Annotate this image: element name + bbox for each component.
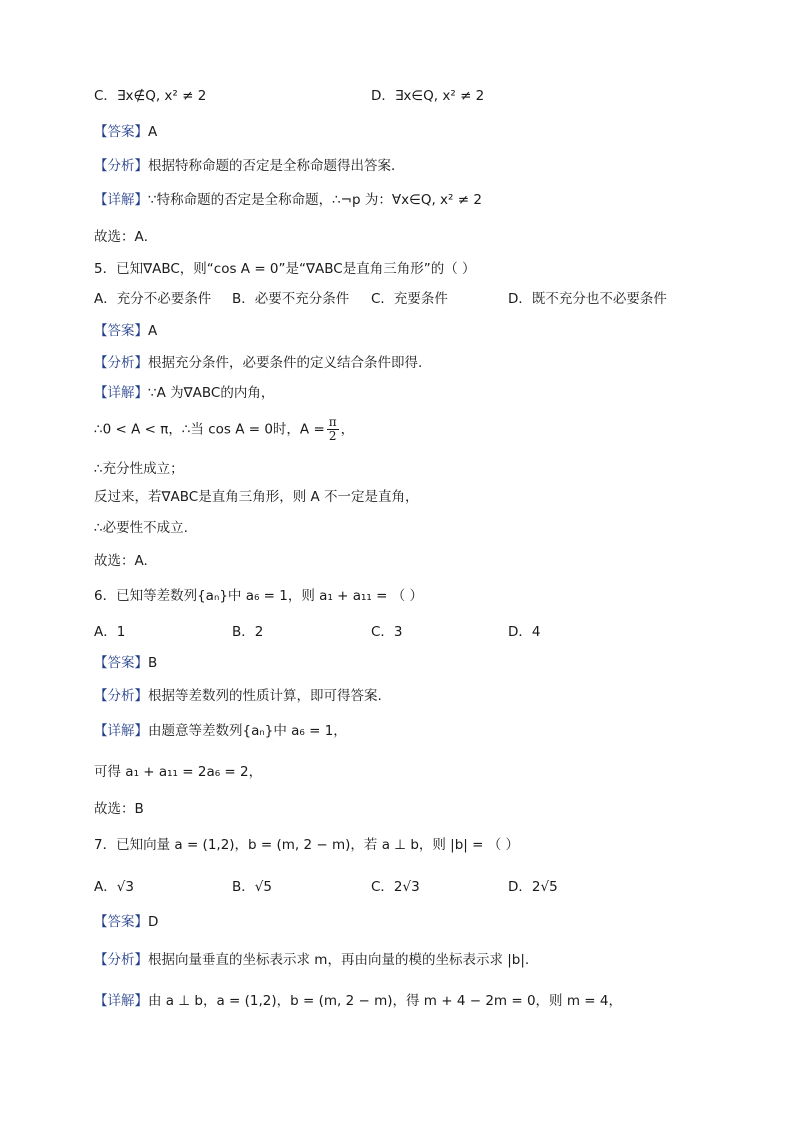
q5-detail-1: 【详解】∵A 为∇ABC的内角， [94,385,275,401]
q5-analysis: 【分析】根据充分条件，必要条件的定义结合条件即得. [94,355,423,371]
q5-conclusion: 故选：A. [94,553,148,569]
q6-option-d: D．4 [508,624,541,640]
q6-option-c: C．3 [371,624,403,640]
q4-option-c: C．∃x∉Q, x² ≠ 2 [94,88,207,104]
q5-option-d: D．既不充分也不必要条件 [508,291,667,307]
q4-answer: 【答案】A [94,124,158,140]
q6-conclusion: 故选：B [94,801,144,817]
q4-detail: 【详解】∵特称命题的否定是全称命题，∴¬p 为：∀x∈Q, x² ≠ 2 [94,192,482,208]
q6-stem: 6．已知等差数列{aₙ}中 a₆ = 1，则 a₁ + a₁₁ = （ ） [94,588,424,604]
q5-stem: 5．已知∇ABC，则“cos A = 0”是“∇ABC是直角三角形”的（ ） [94,261,476,277]
answer-tag: 【答案】 [94,914,148,930]
analysis-tag: 【分析】 [94,952,148,968]
analysis-tag: 【分析】 [94,688,148,704]
q7-option-b: B．√5 [232,879,272,895]
q7-detail-1: 【详解】由 a ⊥ b，a = (1,2)，b = (m, 2 − m)，得 m + 4 − 2m = 0，则 m = 4， [94,993,622,1009]
q6-detail-2: 可得 a₁ + a₁₁ = 2a₆ = 2， [94,764,263,780]
q4-option-d: D．∃x∈Q, x² ≠ 2 [371,88,485,104]
q7-stem: 7．已知向量 a = (1,2)，b = (m, 2 − m)，若 a ⊥ b，则 |b| = （ ） [94,837,520,853]
q7-answer: 【答案】D [94,914,159,930]
q6-analysis: 【分析】根据等差数列的性质计算，即可得答案. [94,688,382,704]
q6-option-a: A．1 [94,624,126,640]
q7-option-a: A．√3 [94,879,134,895]
q5-detail-3: ∴充分性成立； [94,461,184,477]
q5-option-a: A．充分不必要条件 [94,291,212,307]
q5-detail-2: ∴0 < A < π，∴当 cos A = 0时，A = $\frac{\pi}{2}$ ， [94,415,355,443]
q5-option-b: B．必要不充分条件 [232,291,350,307]
analysis-tag: 【分析】 [94,355,148,371]
q7-option-d: D．2√5 [508,879,558,895]
answer-tag: 【答案】 [94,124,148,140]
detail-tag: 【详解】 [94,192,148,208]
detail-tag: 【详解】 [94,385,148,401]
q5-detail-4: 反过来，若∇ABC是直角三角形，则 A 不一定是直角， [94,489,419,505]
detail-tag: 【详解】 [94,993,148,1009]
q6-option-b: B．2 [232,624,264,640]
q5-option-c: C．充要条件 [371,291,448,307]
q6-detail-1: 【详解】由题意等差数列{aₙ}中 a₆ = 1， [94,723,347,739]
q6-answer: 【答案】B [94,655,158,671]
answer-tag: 【答案】 [94,323,148,339]
q7-analysis: 【分析】根据向量垂直的坐标表示求 m，再由向量的模的坐标表示求 |b|. [94,952,530,968]
q5-answer: 【答案】A [94,323,158,339]
detail-tag: 【详解】 [94,723,148,739]
q4-analysis: 【分析】根据特称命题的否定是全称命题得出答案． [94,158,405,174]
q4-conclusion: 故选：A． [94,229,158,245]
fraction-pi-over-2: $\frac{\pi}{2}$ [328,415,337,443]
q5-detail-5: ∴必要性不成立. [94,520,188,536]
analysis-tag: 【分析】 [94,158,148,174]
answer-tag: 【答案】 [94,655,148,671]
q7-option-c: C．2√3 [371,879,420,895]
